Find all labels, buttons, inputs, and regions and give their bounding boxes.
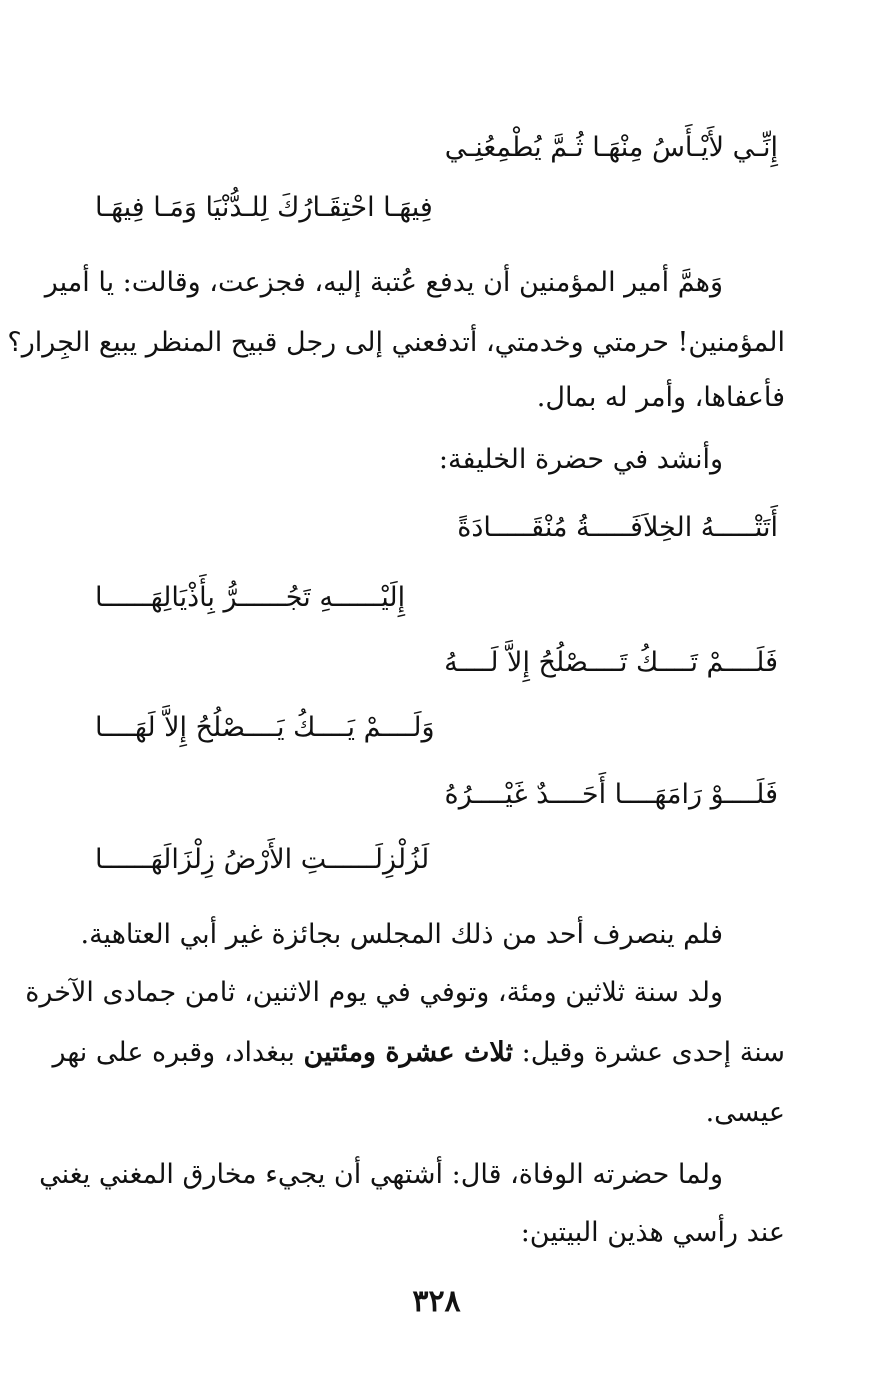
paragraph-line: فلم ينصرف أحد من ذلك المجلس بجائزة غير أبي العتاهية. <box>80 919 723 950</box>
paragraph-line: المؤمنين! حرمتي وخدمتي، أتدفعني إلى رجل قبيح المنظر يبيع الجِرار؟ <box>7 327 785 358</box>
text-run: ببغداد، وقبره على نهر <box>52 1037 304 1068</box>
paragraph-line: عند رأسي هذين البيتين: <box>520 1217 785 1248</box>
bold-text-run: ثلاث عشرة ومئتين <box>303 1037 514 1068</box>
paragraph-line: فأعفاها، وأمر له بمال. <box>536 382 785 413</box>
poem-line: فَلَــــوْ رَامَهَــــا أَحَــــدٌ غَيْــــرُهُ <box>444 779 778 810</box>
paragraph-line: وأنشد في حضرة الخليفة: <box>438 444 723 475</box>
verse-line: إِنِّـي لأَيْـأَسُ مِنْهَـا ثُـمَّ يُطْمِعُنِـي <box>444 132 778 163</box>
verse-line: فِيهَـا احْتِقَـارُكَ لِلـدُّنْيَا وَمَـا فِيهَـا <box>95 192 433 223</box>
paragraph-line: ولما حضرته الوفاة، قال: أشتهي أن يجيء مخارق المغني يغني <box>39 1159 723 1190</box>
paragraph-line: ولد سنة ثلاثين ومئة، وتوفي في يوم الاثنين، ثامن جمادى الآخرة <box>25 977 723 1008</box>
poem-line: أَتَتْـــــهُ الخِلاَفَـــــةُ مُنْقَـــــادَةً <box>457 512 778 543</box>
poem-line: فَلَــــمْ تَــــكُ تَــــصْلُحُ إِلاَّ لَــــهُ <box>444 647 778 678</box>
page-number: ٣٢٨ <box>412 1284 461 1319</box>
paragraph-line: عيسى. <box>705 1097 785 1128</box>
paragraph-line <box>52 1033 785 1073</box>
paragraph-line: وَهمَّ أمير المؤمنين أن يدفع عُتبة إليه، فجزعت، وقالت: يا أمير <box>44 267 723 298</box>
poem-line: لَزُلْزِلَــــــتِ الأَرْضُ زِلْزَالَهَــــــا <box>95 844 430 875</box>
text-run: سنة إحدى عشرة وقيل: <box>513 1037 785 1068</box>
poem-line: إِلَيْــــــهِ تَجُــــــرُّ بِأَذْيَالِهَــــــا <box>95 582 406 613</box>
poem-line: وَلَــــمْ يَــــكُ يَــــصْلُحُ إِلاَّ لَهَــــا <box>95 712 435 743</box>
